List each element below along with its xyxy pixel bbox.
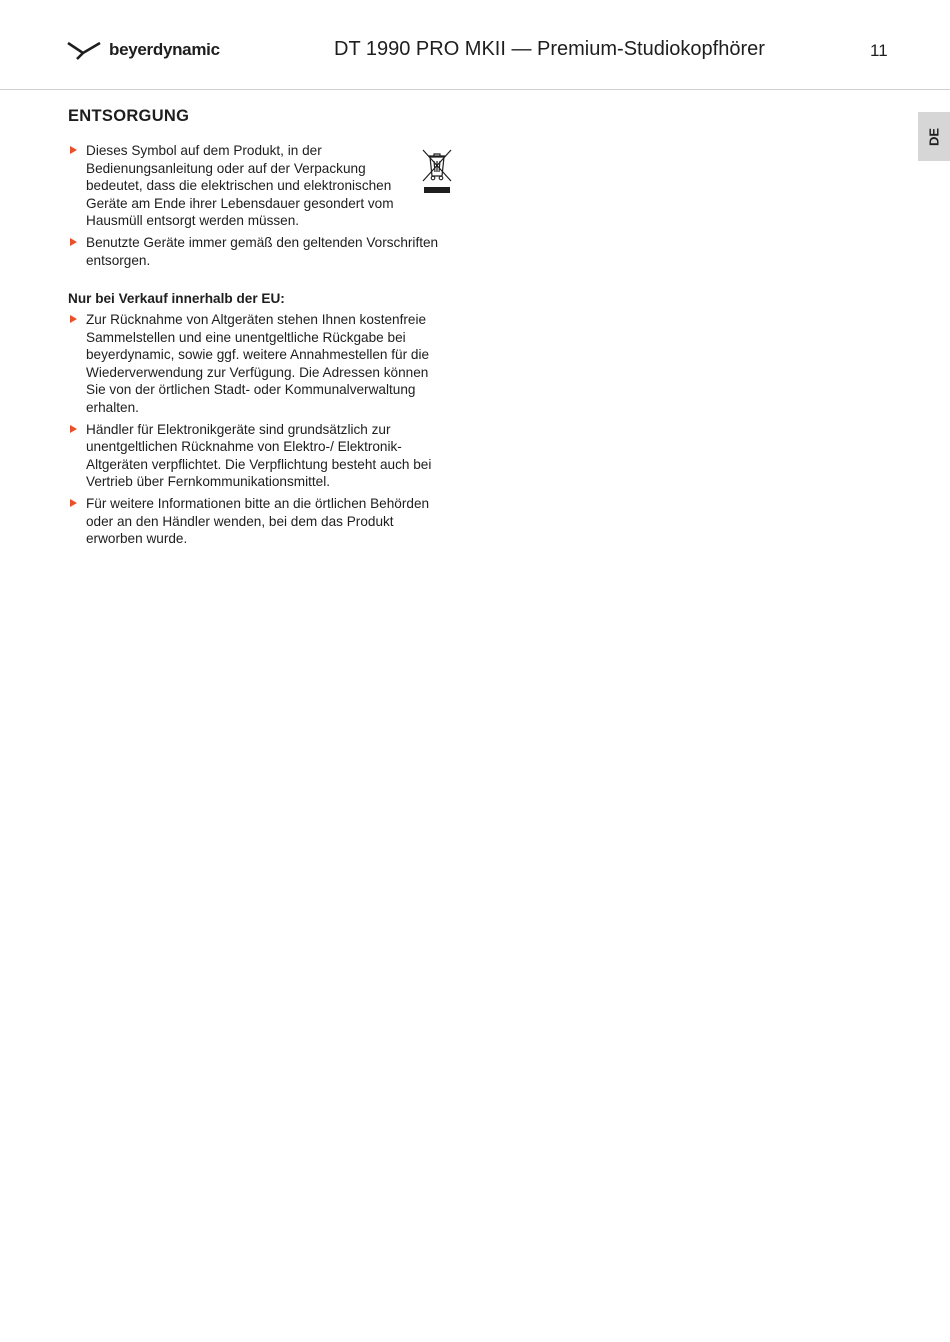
triangle-bullet-icon <box>70 146 77 154</box>
list-item-text: Dieses Symbol auf dem Produkt, in der Bedienungsanleitung oder auf der Verpackung bedeutet, dass die elektrischen und elektronischen Geräte am Ende ihrer Lebensdauer gesondert vom Hausmüll entsorgt werden müssen. <box>86 143 394 228</box>
page-number: 11 <box>870 41 888 60</box>
triangle-bullet-icon <box>70 425 77 433</box>
brand-name: beyerdynamic <box>109 40 220 59</box>
list-item-text: Benutzte Geräte immer gemäß den geltenden Vorschriften entsorgen. <box>86 235 439 268</box>
document-title: DT 1990 PRO MKII — Premium-Studiokopfhörer <box>334 38 765 60</box>
list-item-text: Zur Rücknahme von Altgeräten stehen Ihnen kostenfreie Sammelstellen und eine unentgeltliche Rückgabe bei beyerdynamic, sowie ggf. weitere Annahmestellen für die Wiederverwendung zur Verfügung. Die Adressen können Sie von der örtlichen Stadt- oder Kommunalverwaltung erhalten. <box>86 312 430 415</box>
list-item <box>68 234 448 269</box>
eu-subheading: Nur bei Verkauf innerhalb der EU: <box>68 291 285 306</box>
section-title: ENTSORGUNG <box>68 107 190 125</box>
beyerdynamic-logo-icon <box>67 40 101 60</box>
list-item <box>68 495 448 548</box>
disposal-section <box>68 107 448 552</box>
triangle-bullet-icon <box>70 238 77 246</box>
list-item <box>68 142 416 230</box>
language-tab <box>918 112 950 161</box>
crossed-out-bin-icon <box>420 148 454 196</box>
list-item <box>68 311 448 416</box>
page-header <box>0 0 950 90</box>
list-item-text: Händler für Elektronikgeräte sind grundsätzlich zur unentgeltlichen Rücknahme von Elektro-/ Elektronik-Altgeräten verpflichtet. Die Verpflichtung besteht auch bei Vertrieb über Fernkommunikationsmittel. <box>86 421 432 489</box>
brand-logo <box>67 40 220 60</box>
list-item <box>68 421 448 491</box>
disposal-bullet-list <box>68 142 448 269</box>
eu-bullet-list <box>68 311 448 548</box>
triangle-bullet-icon <box>70 499 77 507</box>
list-item-text: Für weitere Informationen bitte an die örtlichen Behörden oder an den Händler wenden, bei dem das Produkt erworben wurde. <box>86 496 430 546</box>
triangle-bullet-icon <box>70 315 77 323</box>
language-tab-label: DE <box>926 127 942 146</box>
